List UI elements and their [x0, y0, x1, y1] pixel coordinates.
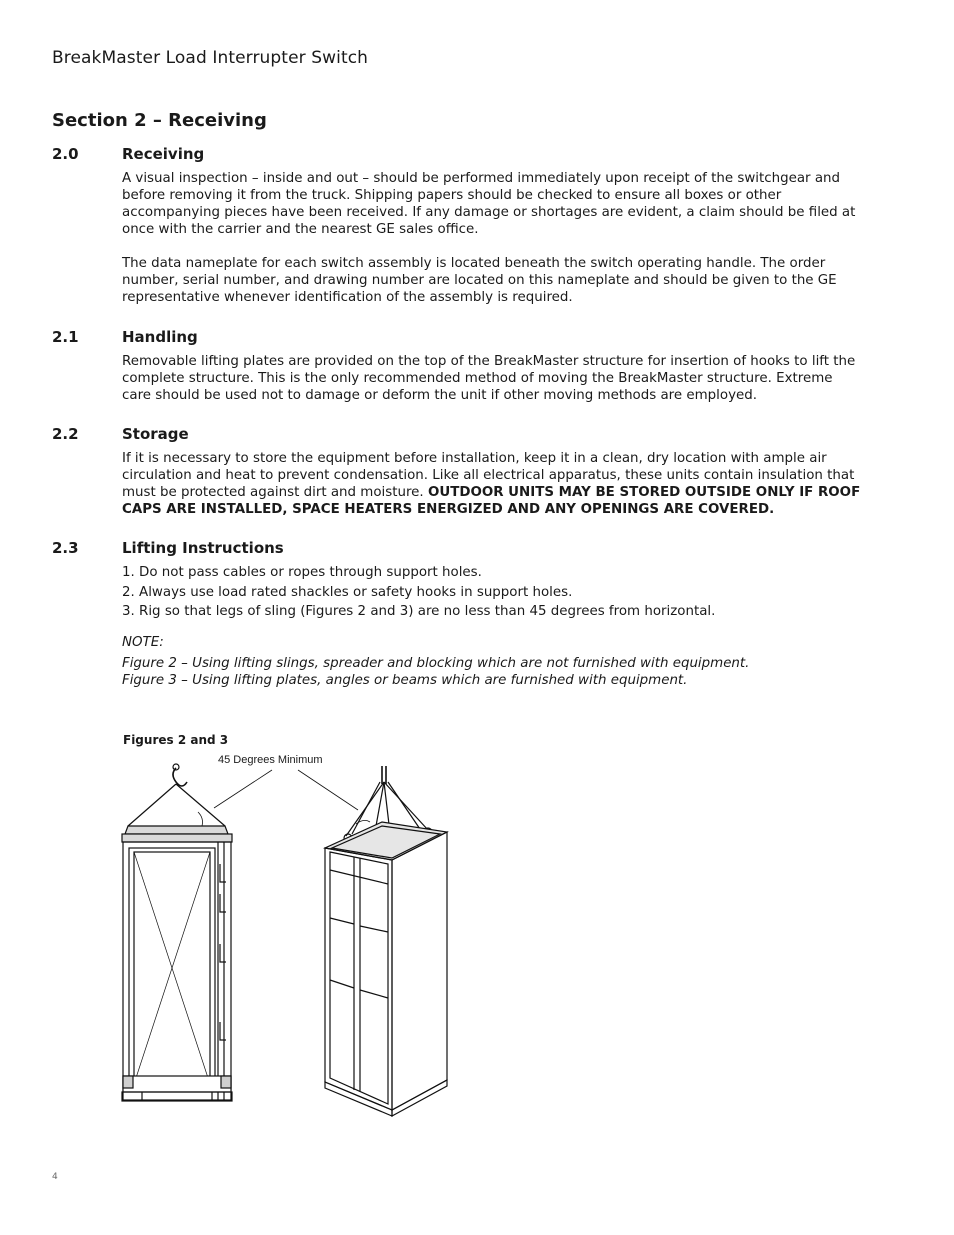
storage-warning: OUTDOOR UNITS MAY BE STORED OUTSIDE ONLY IF ROOF CAPS ARE INSTALLED, SPACE HEATERS ENERGIZED AND ANY OPENINGS ARE COVERED.	[122, 485, 861, 517]
paragraph: A visual inspection – inside and out – should be performed immediately upon receipt of the switchgear and before removing it from the truck. Shipping papers should be checked to ensure all boxes or other accompanying pieces have been received. If any damage or shortages are evident, a claim should be filed at once with the carrier and the nearest GE sales office.	[122, 171, 856, 237]
subsection-title: Handling	[122, 328, 198, 346]
section-title: Section 2 – Receiving	[52, 110, 267, 131]
list-item: 1. Do not pass cables or ropes through support holes.	[122, 565, 482, 580]
subsection-heading	[52, 328, 862, 346]
paragraph	[122, 450, 862, 518]
paragraph: Removable lifting plates are provided on the top of the BreakMaster structure for insertion of hooks to lift the complete structure. This is the only recommended method of moving the BreakMaster structure. Extreme care should be used not to damage or deform the unit if other moving methods are employed.	[122, 354, 856, 403]
subsection-number: 2.3	[52, 539, 79, 557]
subsection-title: Storage	[122, 425, 189, 443]
note-label: NOTE:	[122, 635, 164, 650]
subsection-handling	[52, 328, 862, 404]
figure-2-enclosure	[122, 764, 232, 1101]
subsection-number: 2.1	[52, 328, 79, 346]
list-item: 2. Always use load rated shackles or safety hooks in support holes.	[122, 584, 573, 600]
lifting-steps-list	[122, 564, 862, 620]
subsection-number: 2.2	[52, 425, 79, 443]
paragraph: The data nameplate for each switch assembly is located beneath the switch operating handle. The order number, serial number, and drawing number are located on this nameplate and should be given to the GE representative whenever identification of the assembly is required.	[122, 256, 837, 305]
figure-callout: 45 Degrees Minimum	[218, 754, 323, 766]
lifting-figure	[110, 760, 470, 1120]
page-number: 4	[52, 1172, 58, 1182]
subsection-receiving	[52, 145, 862, 306]
list-item: 3. Rig so that legs of sling (Figures 2 and 3) are no less than 45 degrees from horizontal.	[122, 604, 716, 619]
subsection-title: Receiving	[122, 145, 205, 163]
note-line: Figure 2 – Using lifting slings, spreader and blocking which are not furnished with equipment.	[122, 656, 750, 671]
note-block	[122, 634, 862, 689]
subsection-title: Lifting Instructions	[122, 539, 284, 557]
crane-hook-icon	[382, 766, 386, 784]
subsection-body	[122, 564, 862, 689]
subsection-heading	[52, 425, 862, 443]
subsection-storage	[52, 425, 862, 518]
subsection-lifting	[52, 539, 862, 689]
subsection-body	[122, 450, 862, 518]
crane-hook-icon	[173, 768, 187, 786]
note-line: Figure 3 – Using lifting plates, angles or beams which are furnished with equipment.	[122, 673, 688, 688]
callout-leaders	[214, 770, 358, 810]
subsection-body	[122, 353, 862, 404]
subsection-body	[122, 170, 862, 306]
running-header-title: BreakMaster Load Interrupter Switch	[52, 48, 369, 68]
storage-text: If it is necessary to store the equipment before installation, keep it in a clean, dry location with ample air circulation and heat to prevent condensation. Like all electrical apparatus, these units contain insulation that must be protected against dirt and moisture.	[122, 451, 855, 500]
subsection-heading	[52, 145, 862, 163]
figure-label: Figures 2 and 3	[123, 733, 229, 747]
subsection-number: 2.0	[52, 145, 79, 163]
subsection-heading	[52, 539, 862, 557]
figure-3-enclosure	[325, 766, 447, 1116]
